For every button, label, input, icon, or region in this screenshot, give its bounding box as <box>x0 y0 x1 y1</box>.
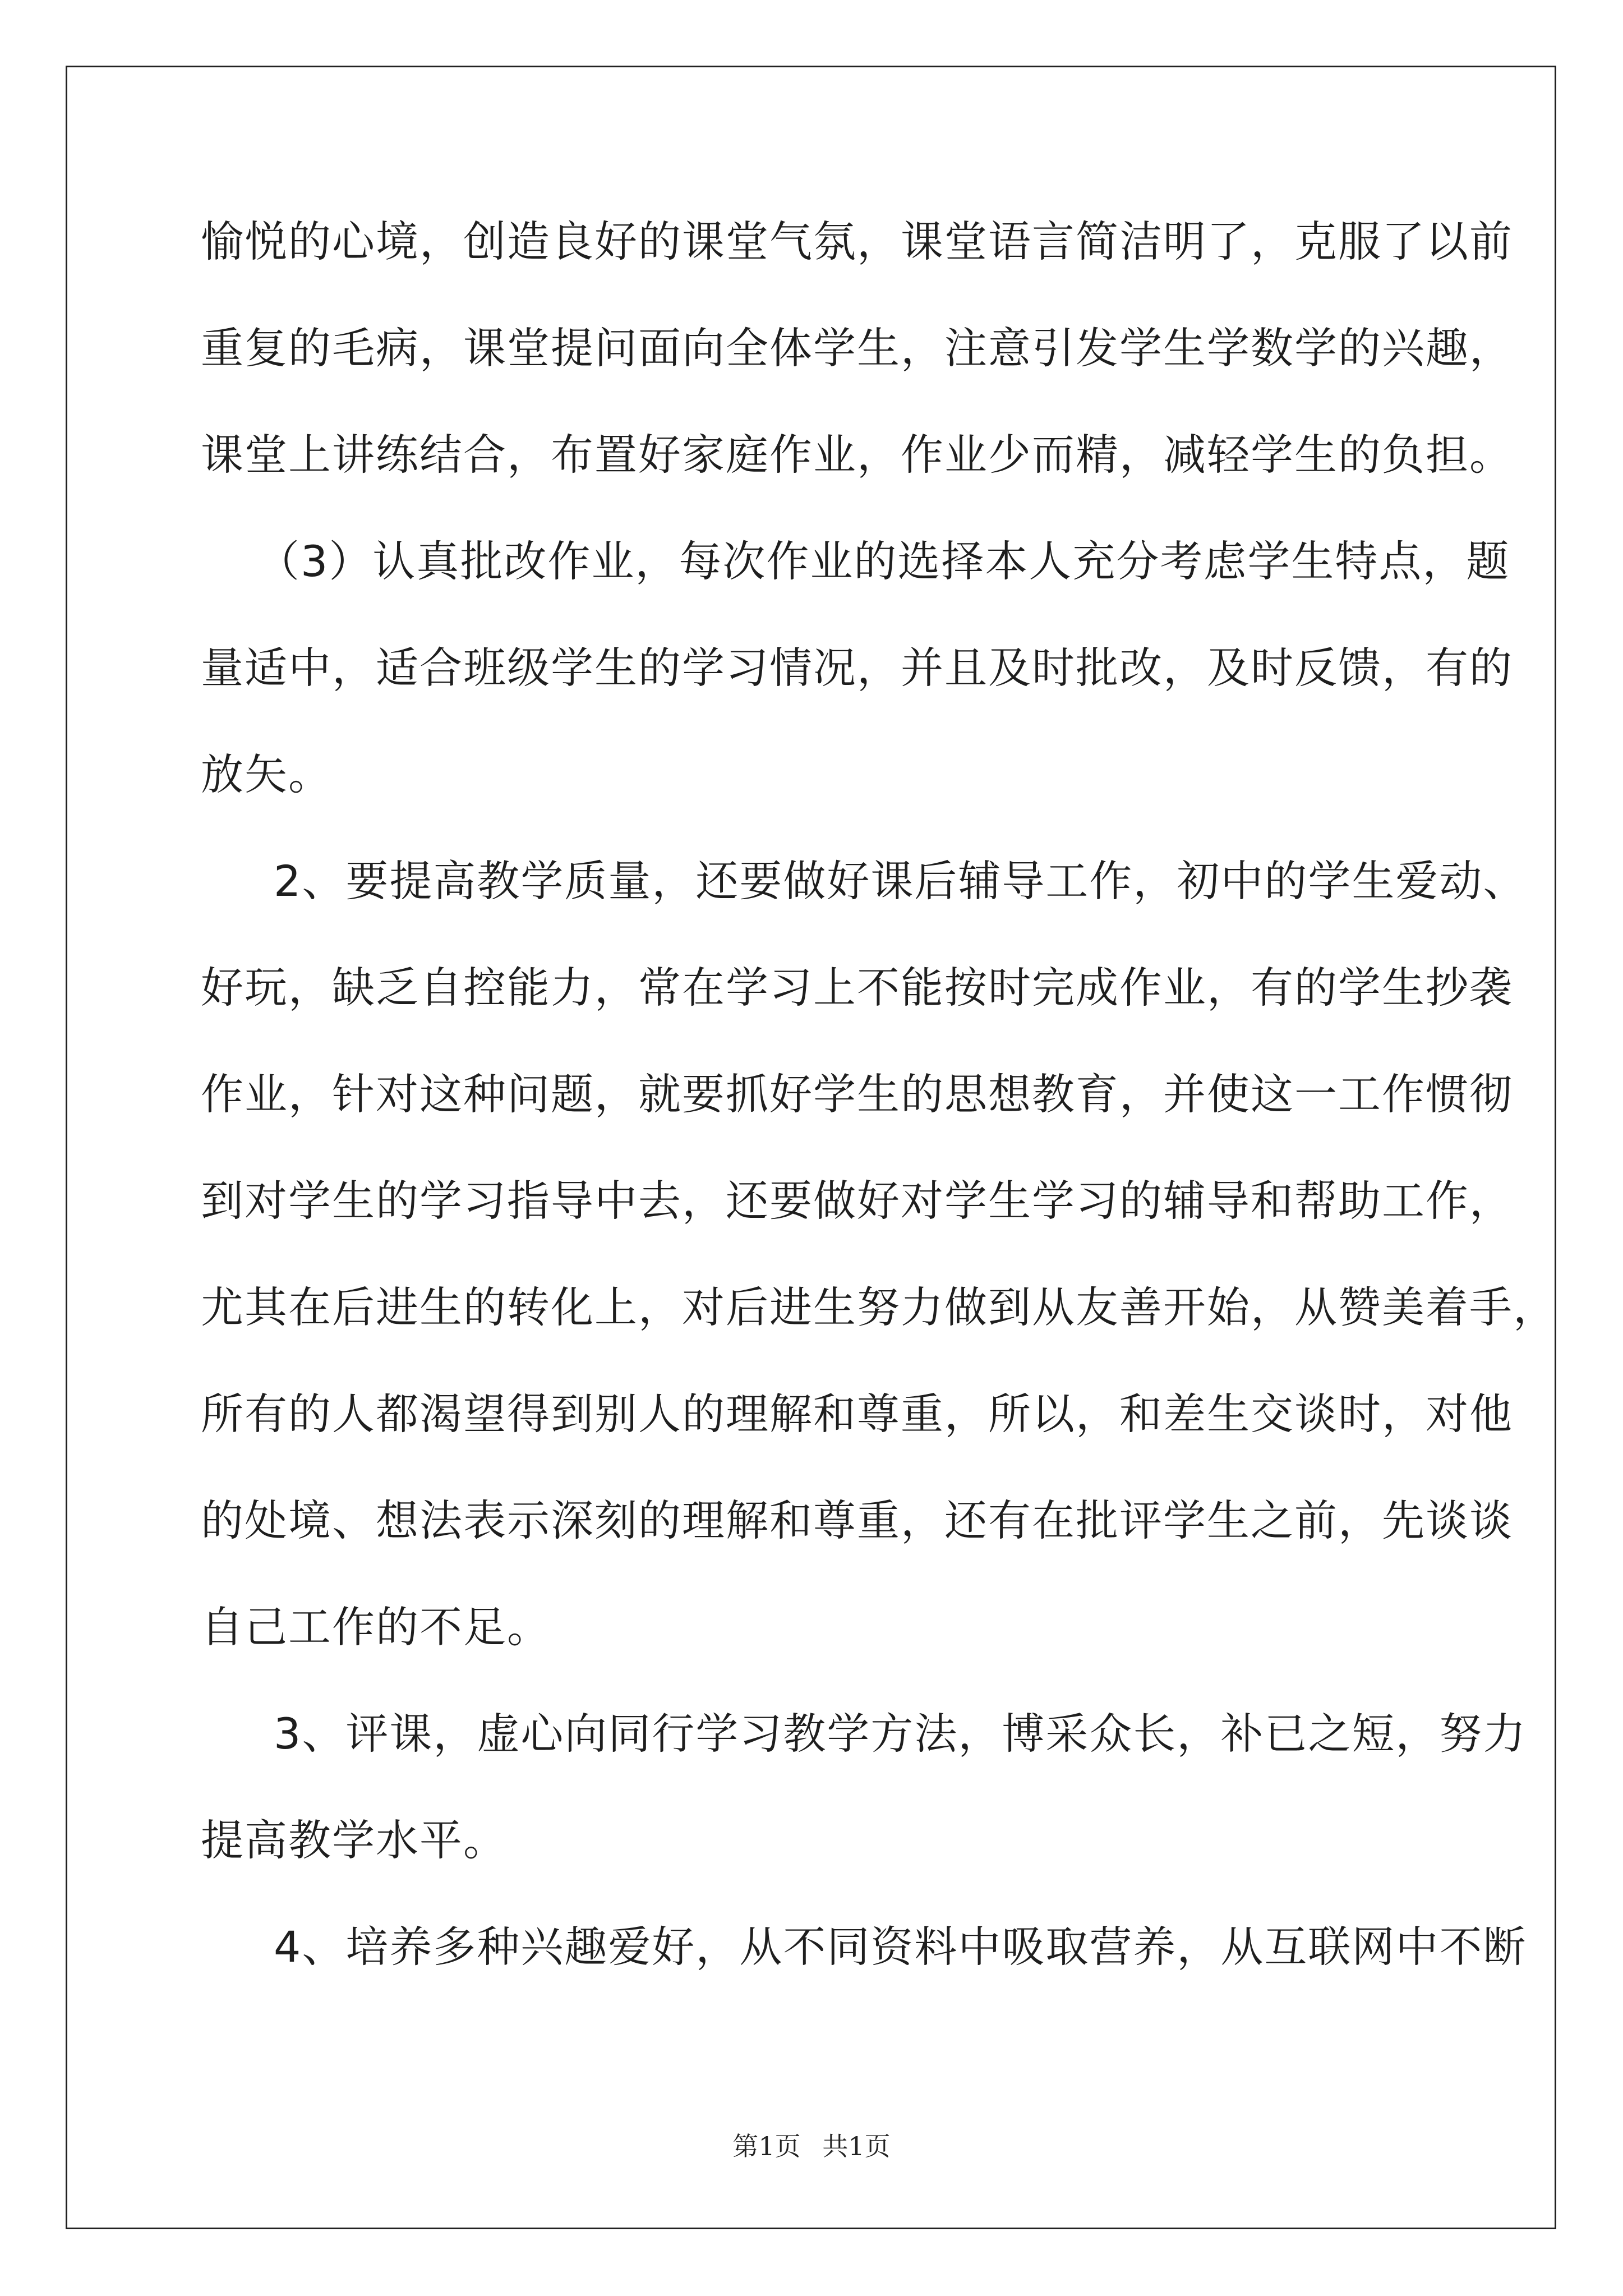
text-line: 的处境、想法表示深刻的理解和尊重，还有在批评学生之前，先谈谈 <box>201 1496 1513 1545</box>
text-line: 自己工作的不足。 <box>201 1602 551 1652</box>
text-line: 作业，针对这种问题，就要抓好学生的思想教育，并使这一工作惯彻 <box>201 1069 1513 1119</box>
page-border <box>66 66 1556 2229</box>
text-line: 到对学生的学习指导中去，还要做好对学生学习的辅导和帮助工作， <box>201 1176 1513 1226</box>
text-line: （3）认真批改作业，每次作业的选择本人充分考虑学生特点，题 <box>257 536 1510 586</box>
text-line: 所有的人都渴望得到别人的理解和尊重，所以，和差生交谈时，对他 <box>201 1389 1513 1439</box>
text-line: 3、评课，虚心向同行学习教学方法，博采众长，补已之短，努力 <box>274 1709 1527 1759</box>
text-line: 放矢。 <box>201 749 332 799</box>
text-line: 尤其在后进生的转化上，对后进生努力做到从友善开始，从赞美着手， <box>201 1282 1557 1332</box>
text-line: 好玩，缺乏自控能力，常在学习上不能按时完成作业，有的学生抄袭 <box>201 963 1513 1013</box>
text-line: 课堂上讲练结合，布置好家庭作业，作业少而精，减轻学生的负担。 <box>201 430 1513 480</box>
text-line: 量适中，适合班级学生的学习情况，并且及时批改，及时反馈，有的 <box>201 643 1513 693</box>
page-number-current: 第1页 <box>732 2131 801 2161</box>
page-footer <box>0 2126 1623 2163</box>
text-line: 4、培养多种兴趣爱好，从不同资料中吸取营养，从互联网中不断 <box>274 1922 1527 1972</box>
text-line: 愉悦的心境，创造良好的课堂气氛，课堂语言简洁明了，克服了以前 <box>201 217 1513 266</box>
page-number-total: 共1页 <box>822 2131 891 2161</box>
text-line: 2、要提高教学质量，还要做好课后辅导工作，初中的学生爱动、 <box>274 856 1527 906</box>
text-line: 重复的毛病，课堂提问面向全体学生，注意引发学生学数学的兴趣， <box>201 323 1513 373</box>
text-line: 提高教学水平。 <box>201 1815 507 1865</box>
